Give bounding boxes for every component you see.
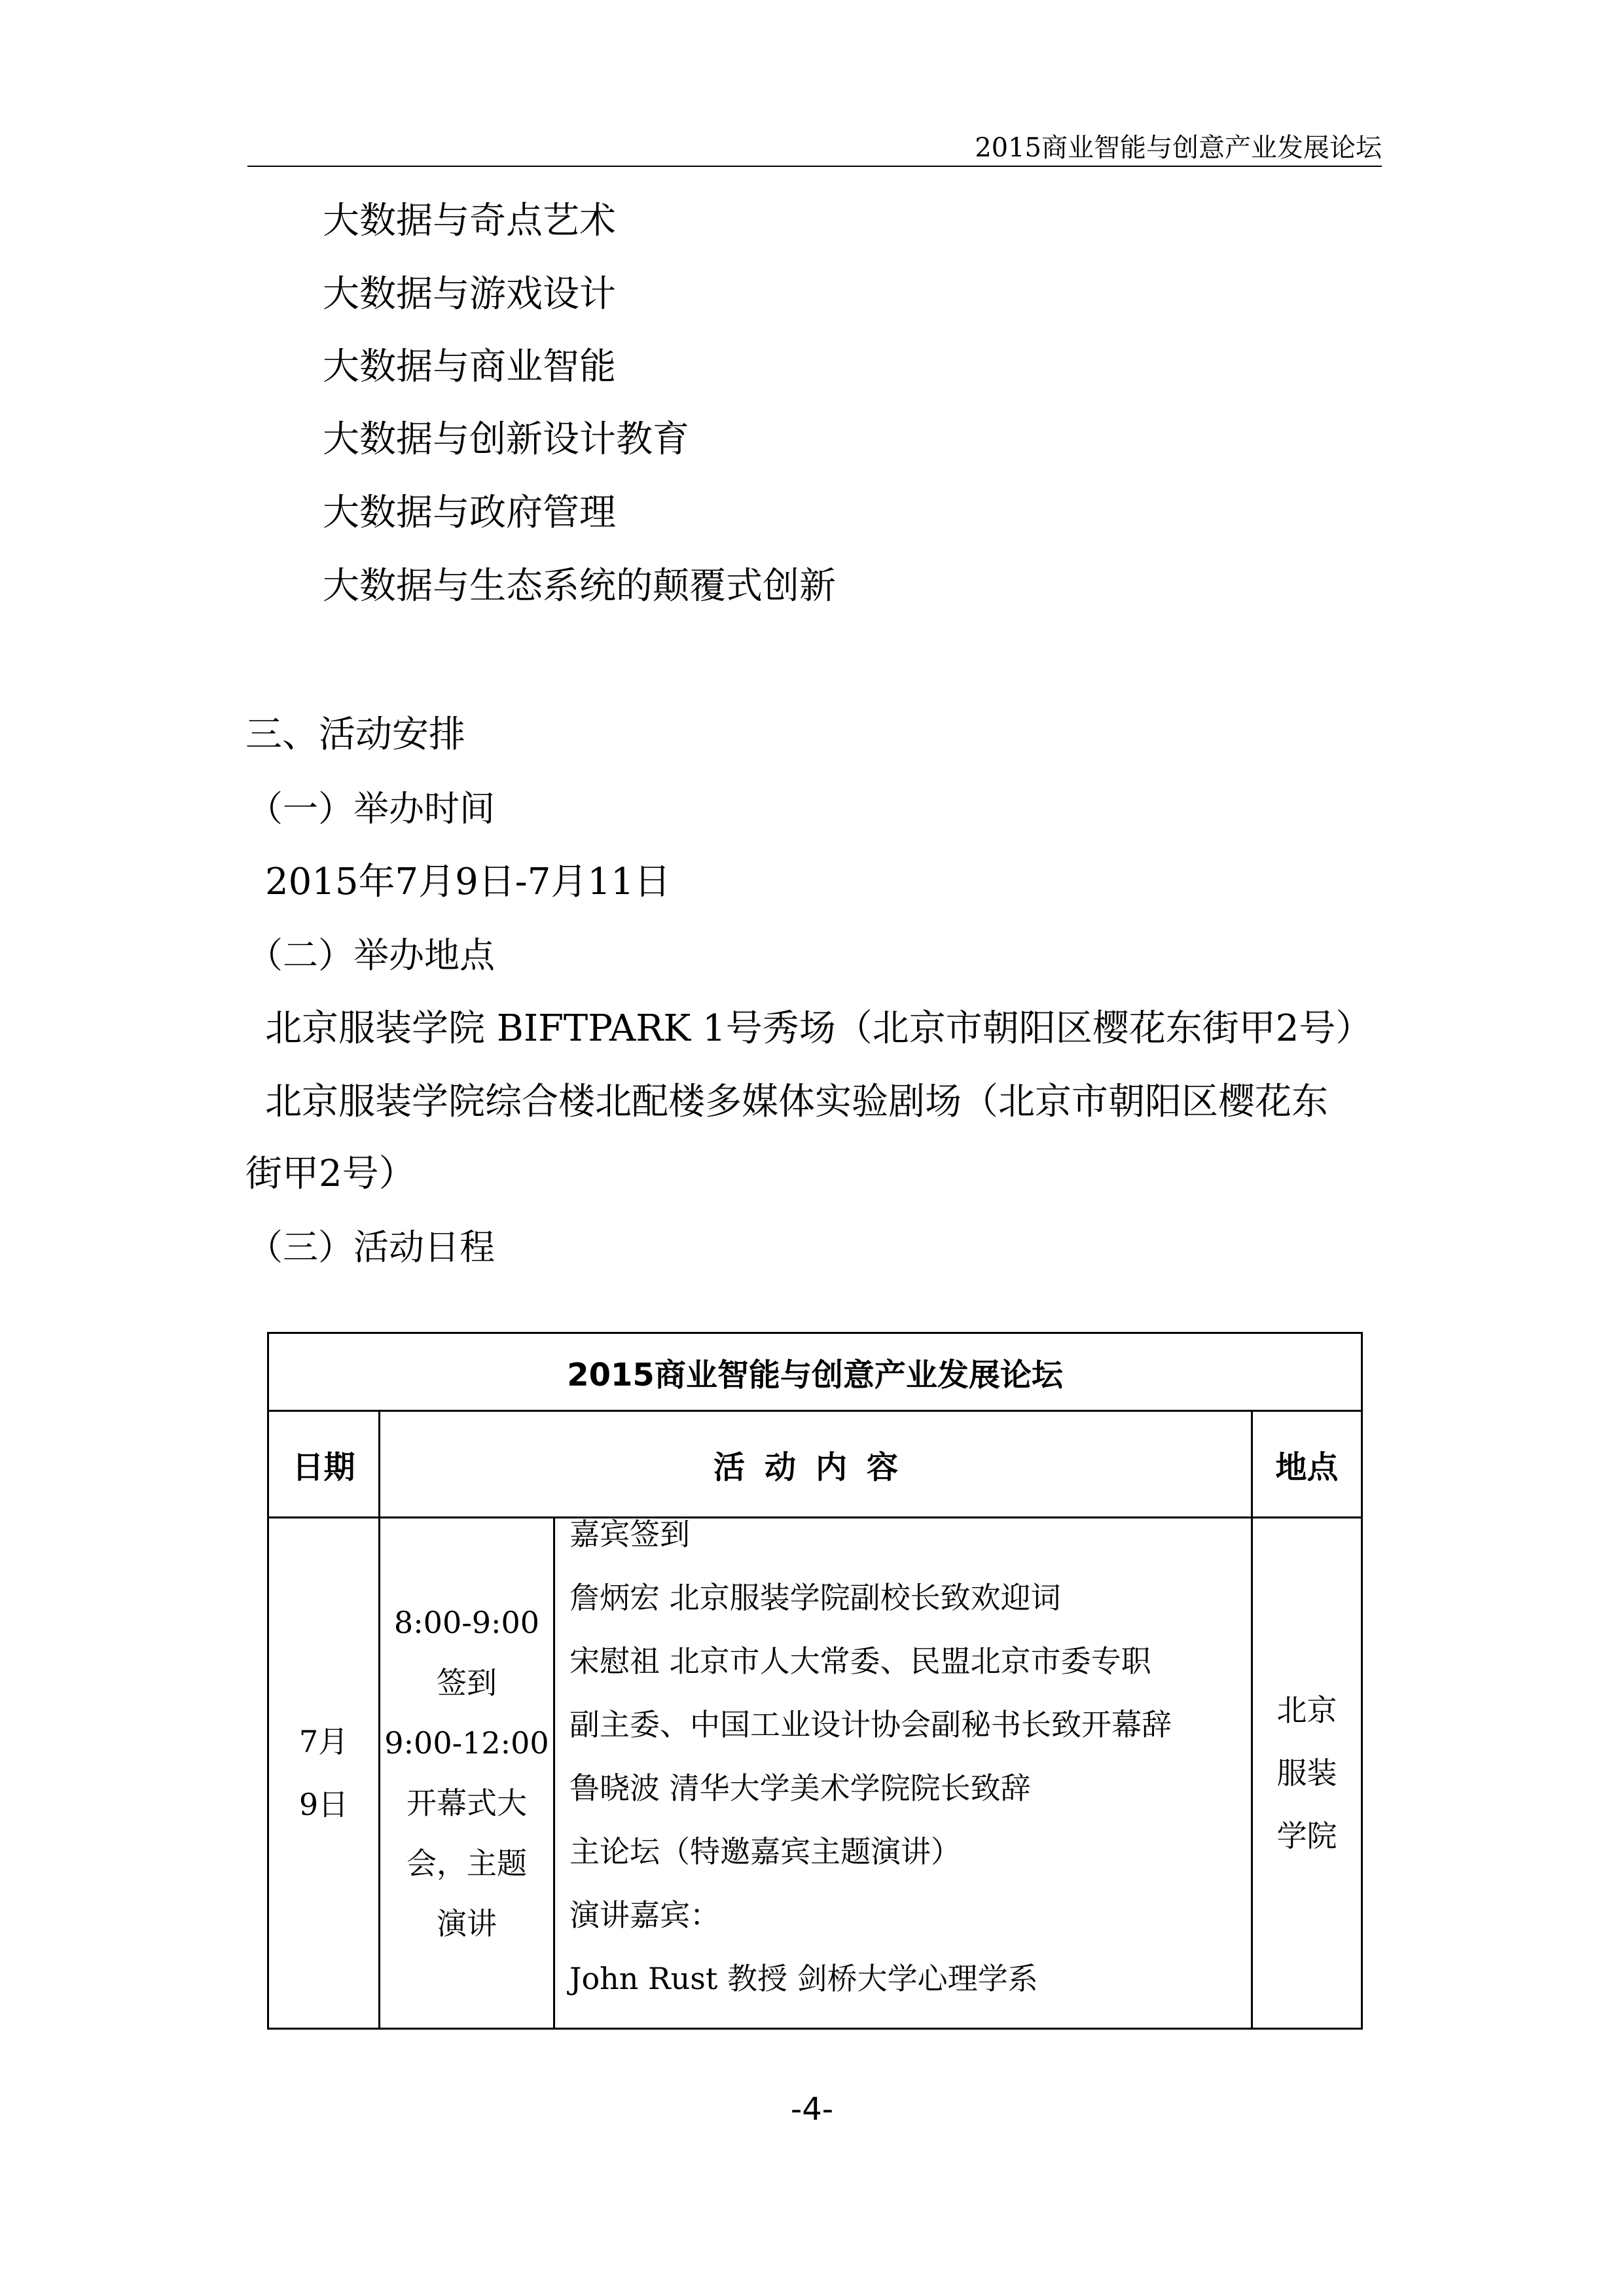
header-content: 活动内容 <box>380 1411 1252 1518</box>
time-heading: （一）举办时间 <box>247 788 495 829</box>
content-line: 詹炳宏 北京服装学院副校长致欢迎词 <box>569 1580 1061 1615</box>
event-dates: 2015年7月9日-7月11日 <box>265 861 671 903</box>
time-line: 演讲 <box>437 1906 497 1941</box>
content-line: John Rust 教授 剑桥大学心理学系 <box>569 1961 1038 1996</box>
page-number: -4- <box>790 2091 834 2128</box>
place-line: 北京 <box>1276 1693 1337 1728</box>
topic-item: 大数据与商业智能 <box>323 346 616 388</box>
venue-2-line1: 北京服装学院综合楼北配楼多媒体实验剧场（北京市朝阳区樱花东 <box>265 1081 1328 1123</box>
header-place: 地点 <box>1252 1411 1362 1518</box>
date-line: 7月 <box>298 1724 349 1759</box>
schedule-table <box>267 1332 1363 2030</box>
table-row <box>268 1518 1362 2029</box>
place-line: 学院 <box>1276 1818 1337 1854</box>
content-line: 宋慰祖 北京市人大常委、民盟北京市委专职 <box>569 1643 1151 1679</box>
time-line: 9:00-12:00 <box>384 1725 549 1761</box>
time-line: 8:00-9:00 <box>393 1605 540 1640</box>
running-header: 2015商业智能与创意产业发展论坛 <box>975 133 1382 163</box>
topic-item: 大数据与创新设计教育 <box>323 418 689 461</box>
content-line: 鲁晓波 清华大学美术学院院长致辞 <box>569 1770 1031 1806</box>
header-date: 日期 <box>268 1411 380 1518</box>
date-cell <box>268 1518 380 2029</box>
content-line: 演讲嘉宾： <box>569 1897 720 1933</box>
table-title: 2015商业智能与创意产业发展论坛 <box>268 1333 1362 1411</box>
topic-item: 大数据与奇点艺术 <box>323 200 616 242</box>
section-heading: 三、活动安排 <box>245 713 465 756</box>
time-cell <box>380 1518 554 2029</box>
venue-heading: （二）举办地点 <box>247 935 495 976</box>
content-line: 嘉宾签到 <box>569 1516 690 1552</box>
time-line: 签到 <box>437 1665 497 1700</box>
header-rule <box>247 166 1382 167</box>
place-cell <box>1252 1518 1362 2029</box>
time-line: 会，主题 <box>406 1846 527 1881</box>
place-line: 服装 <box>1276 1755 1337 1791</box>
date-line: 9日 <box>298 1787 349 1822</box>
venue-2-line2: 街甲2号） <box>245 1153 416 1195</box>
topic-item: 大数据与生态系统的颠覆式创新 <box>323 565 836 607</box>
topic-item: 大数据与游戏设计 <box>323 273 616 315</box>
time-line: 开幕式大 <box>406 1785 527 1821</box>
topic-item: 大数据与政府管理 <box>323 492 616 534</box>
content-line: 副主委、中国工业设计协会副秘书长致开幕辞 <box>569 1707 1172 1742</box>
content-line: 主论坛（特邀嘉宾主题演讲） <box>569 1834 961 1869</box>
venue-1: 北京服装学院 BIFTPARK 1号秀场（北京市朝阳区樱花东街甲2号） <box>265 1007 1373 1050</box>
schedule-heading: （三）活动日程 <box>247 1227 495 1268</box>
table-header-row <box>268 1411 1362 1518</box>
content-cell <box>554 1518 1252 2029</box>
